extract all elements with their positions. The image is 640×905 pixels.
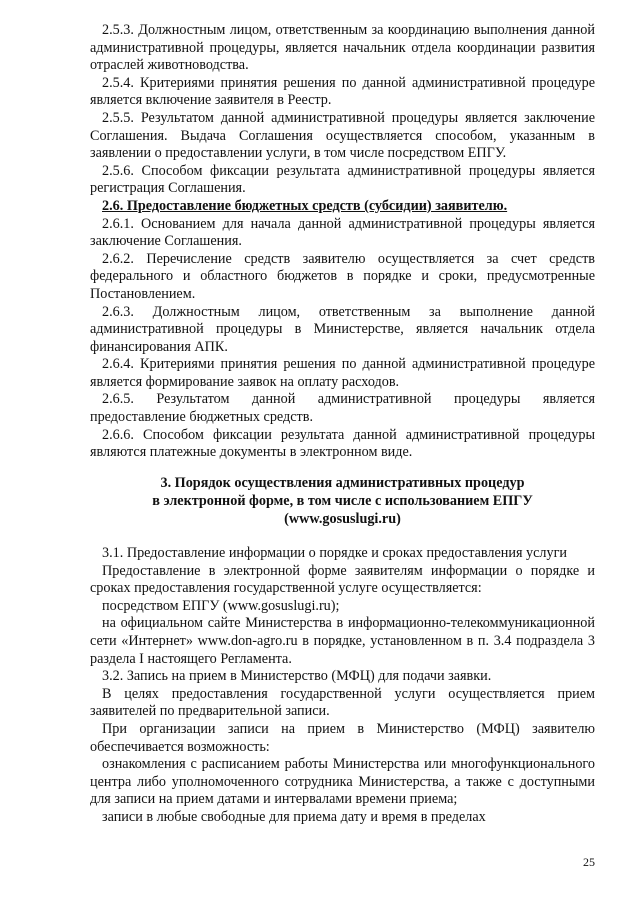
section-3-heading (90, 474, 595, 528)
section-3-title-line2: в электронной форме, в том числе с использованием ЕПГУ (152, 493, 533, 509)
paragraph-3-1-text: Предоставление в электронной форме заявителям информации о порядке и сроках предоставления государственной услуге осуществляется: (90, 562, 595, 597)
paragraph-3-1: 3.1. Предоставление информации о порядке и сроках предоставления услуги (102, 545, 568, 561)
paragraph-3-2-text: В целях предоставления государственной услуги осуществляется прием заявителей по предварительной записи. (90, 685, 595, 720)
paragraph-2-5-6: 2.5.6. Способом фиксации результата административной процедуры является регистрация Соглашения. (90, 162, 595, 197)
paragraph-3-2-possibility: При организации записи на прием в Министерство (МФЦ) заявителю обеспечивается возможность: (90, 720, 595, 755)
paragraph-2-6-5: 2.6.5. Результатом данной административной процедуры является предоставление бюджетных средств. (90, 391, 595, 426)
section-3-body (90, 545, 595, 827)
section-3-title-line3: (www.gosuslugi.ru) (284, 511, 401, 527)
list-item-schedule: ознакомления с расписанием работы Министерства или многофункционального центра либо уполномоченного сотрудника Министерства, а также с доступными для записи на прием датами и интервалами времени приема; (90, 756, 595, 808)
paragraph-2-6-2: 2.6.2. Перечисление средств заявителю осуществляется за счет средств федерального и областного бюджетов в порядке и сроки, предусмотренные Постановлением. (90, 250, 595, 302)
page-number: 25 (583, 855, 595, 869)
paragraph-3-2: 3.2. Запись на прием в Министерство (МФЦ) для подачи заявки. (102, 668, 492, 685)
paragraph-2-5-3: 2.5.3. Должностным лицом, ответственным за координацию выполнения данной административной процедуры, является начальник отдела координации развития отраслей животноводства. (90, 22, 595, 74)
list-item-website: на официальном сайте Министерства в информационно-телекоммуникационной сети «Интернет» www.don-agro.ru в порядке, установленном в п. 3.4 подраздела 3 раздела I настоящего Регламента. (90, 615, 595, 667)
paragraph-2-6-6: 2.6.6. Способом фиксации результата данной административной процедуры являются платежные документы в электронном виде. (90, 426, 595, 461)
section-3-title-line1: 3. Порядок осуществления административных процедур (160, 475, 525, 491)
section-2-5 (90, 22, 595, 462)
list-item-epgu: посредством ЕПГУ (www.gosuslugi.ru); (102, 597, 340, 614)
heading-2-6: 2.6. Предоставление бюджетных средств (субсидии) заявителю. (102, 197, 508, 214)
paragraph-2-5-5: 2.5.5. Результатом данной административной процедуры является заключение Соглашения. Выдача Соглашения осуществляется способом, указанным в заявлении о предоставлении услуги, в том числе посредством ЕПГУ. (90, 109, 595, 162)
paragraph-2-6-3: 2.6.3. Должностным лицом, ответственным за выполнение данной административной процедуры в Министерстве, является начальник отдела финансирования АПК. (90, 303, 595, 355)
paragraph-2-6-4: 2.6.4. Критериями принятия решения по данной административной процедуре является формирование заявок на оплату расходов. (90, 356, 595, 390)
paragraph-2-5-4: 2.5.4. Критериями принятия решения по данной административной процедуре является включение заявителя в Реестр. (90, 74, 595, 109)
paragraph-2-6-1: 2.6.1. Основанием для начала данной административной процедуры является заключение Соглашения. (90, 215, 595, 250)
list-item-booking: записи в любые свободные для приема дату и время в пределах (102, 808, 486, 825)
